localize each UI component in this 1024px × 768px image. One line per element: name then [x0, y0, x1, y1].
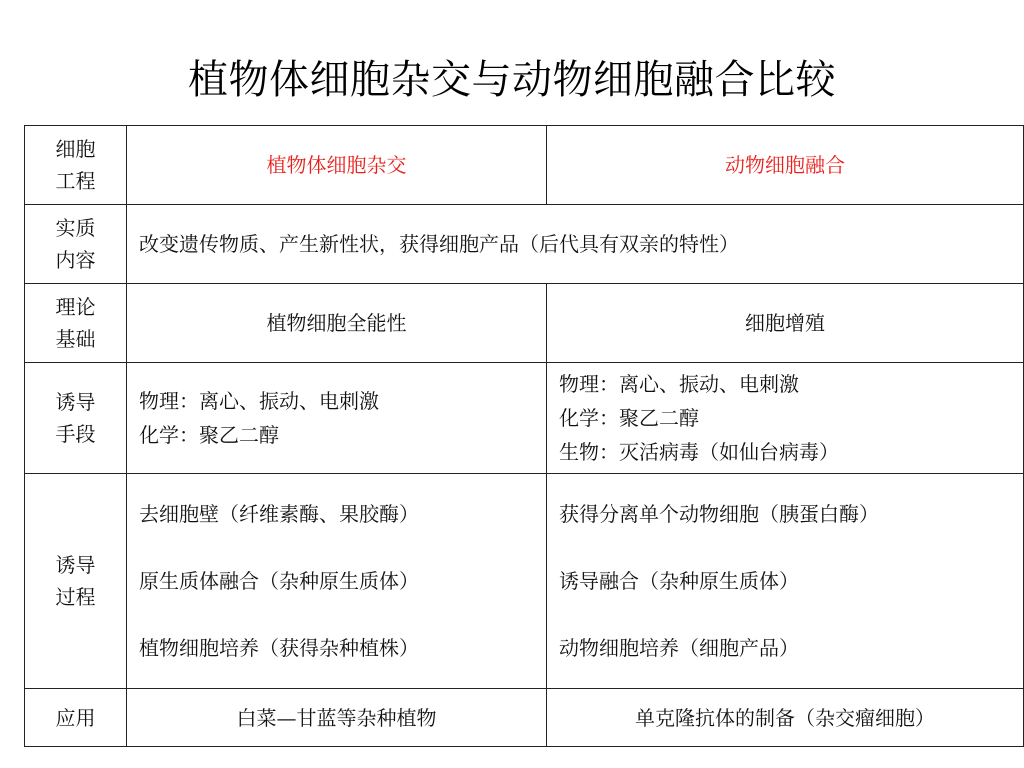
column-header-plant: 植物体细胞杂交 [127, 126, 547, 205]
induction-process-animal [547, 474, 1024, 689]
list-item: 化学：聚乙二醇 [559, 406, 699, 430]
application-plant: 白菜—甘蓝等杂种植物 [127, 689, 547, 747]
row-label-line: 诱导 [55, 390, 96, 414]
row-label-cell-essence [25, 205, 127, 284]
list-item: 原生质体融合（杂种原生质体） [139, 569, 419, 593]
row-label-cell-engineering [25, 126, 127, 205]
induction-means-animal [547, 363, 1024, 474]
list-item: 植物细胞培养（获得杂种植株） [139, 636, 419, 660]
table-row-essence [25, 205, 1024, 284]
row-label-line: 实质 [55, 216, 96, 240]
row-label-line: 理论 [55, 295, 96, 319]
row-label-line: 手段 [55, 422, 96, 446]
row-label-cell-theory [25, 284, 127, 363]
list-item: 物理：离心、振动、电刺激 [139, 389, 379, 413]
column-header-animal: 动物细胞融合 [547, 126, 1024, 205]
table-row-header [25, 126, 1024, 205]
row-label-line: 细胞 [55, 137, 96, 161]
row-label-line: 工程 [55, 169, 96, 193]
list-item: 化学：聚乙二醇 [139, 423, 279, 447]
essence-text: 改变遗传物质、产生新性状，获得细胞产品（后代具有双亲的特性） [127, 205, 1024, 284]
theory-animal: 细胞增殖 [547, 284, 1024, 363]
row-label-line: 内容 [55, 248, 96, 272]
induction-means-plant [127, 363, 547, 474]
induction-process-plant [127, 474, 547, 689]
list-item: 生物：灭活病毒（如仙台病毒） [559, 440, 839, 464]
theory-plant: 植物细胞全能性 [127, 284, 547, 363]
list-item: 物理：离心、振动、电刺激 [559, 372, 799, 396]
list-item: 动物细胞培养（细胞产品） [559, 636, 799, 660]
row-label-line: 过程 [55, 585, 96, 609]
table-row-induction-process [25, 474, 1024, 689]
page-title: 植物体细胞杂交与动物细胞融合比较 [188, 57, 836, 103]
row-label-line: 基础 [55, 327, 96, 351]
list-item: 诱导融合（杂种原生质体） [559, 569, 799, 593]
row-label-cell-induction-process [25, 474, 127, 689]
application-animal: 单克隆抗体的制备（杂交瘤细胞） [547, 689, 1024, 747]
table-row-theory [25, 284, 1024, 363]
row-label-line: 诱导 [55, 553, 96, 577]
table-row-application [25, 689, 1024, 747]
table-row-induction-means [25, 363, 1024, 474]
row-label-cell-induction-means [25, 363, 127, 474]
list-item: 去细胞壁（纤维素酶、果胶酶） [139, 502, 419, 526]
list-item: 获得分离单个动物细胞（胰蛋白酶） [559, 502, 879, 526]
row-label-cell-application: 应用 [25, 689, 127, 747]
comparison-table [24, 125, 1024, 747]
